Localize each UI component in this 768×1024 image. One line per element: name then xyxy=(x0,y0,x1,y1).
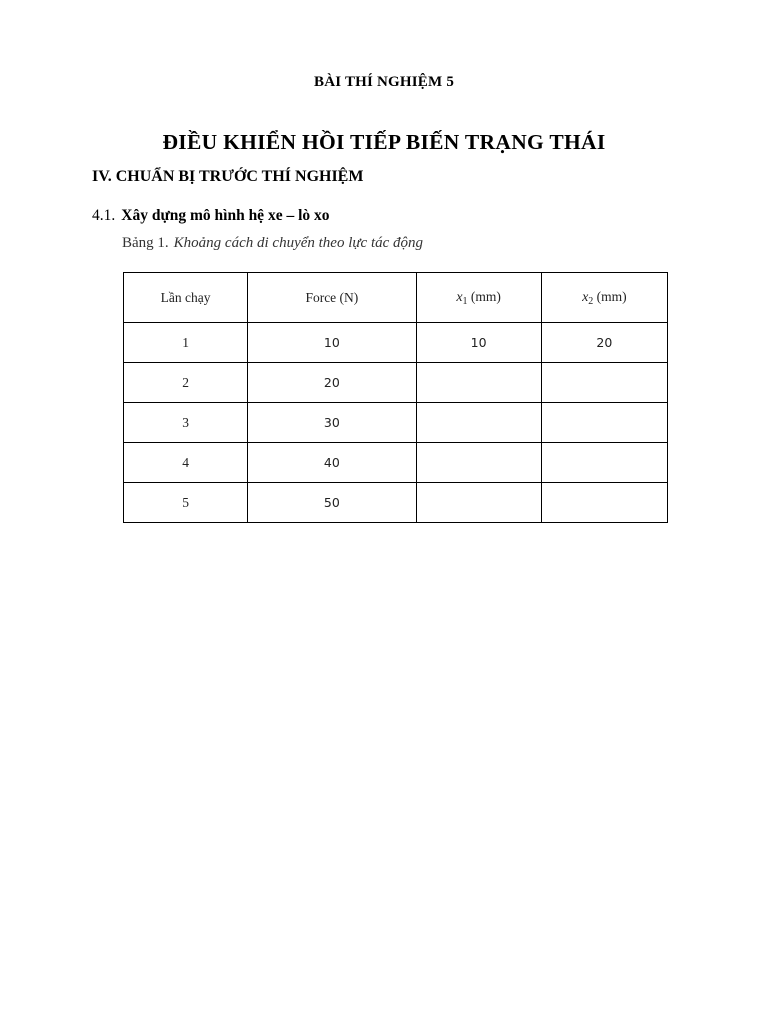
cell-x2[interactable]: 20 xyxy=(541,323,667,363)
cell-run: 3 xyxy=(124,403,248,443)
cell-x2[interactable] xyxy=(541,363,667,403)
cell-force: 30 xyxy=(248,403,416,443)
cell-force: 10 xyxy=(248,323,416,363)
header-x2-var: x xyxy=(582,290,589,305)
table-row xyxy=(124,363,668,403)
table-row xyxy=(124,323,668,363)
header-force: Force (N) xyxy=(248,273,416,323)
table-caption xyxy=(122,235,423,252)
main-title: ĐIỀU KHIỂN HỒI TIẾP BIẾN TRẠNG THÁI xyxy=(162,130,606,154)
cell-x2[interactable] xyxy=(541,443,667,483)
cell-x2[interactable] xyxy=(541,403,667,443)
cell-x1[interactable] xyxy=(416,363,541,403)
cell-run: 4 xyxy=(124,443,248,483)
cell-run: 2 xyxy=(124,363,248,403)
subsection-heading xyxy=(92,207,330,225)
cell-x1[interactable]: 10 xyxy=(416,323,541,363)
data-table xyxy=(123,272,668,523)
cell-run: 5 xyxy=(124,483,248,523)
caption-text: Khoảng cách di chuyển theo lực tác động xyxy=(173,235,424,251)
section-heading xyxy=(92,168,363,186)
subsection-title: Xây dựng mô hình hệ xe – lò xo xyxy=(121,207,330,224)
header-x2 xyxy=(541,273,667,323)
cell-force: 40 xyxy=(248,443,416,483)
section-title: CHUẨN BỊ TRƯỚC THÍ NGHIỆM xyxy=(115,168,364,185)
header-x1 xyxy=(416,273,541,323)
header-x1-sub: 1 xyxy=(462,296,468,307)
table-row xyxy=(124,443,668,483)
header-x2-sub: 2 xyxy=(588,296,594,307)
caption-label: Bảng 1. xyxy=(122,235,169,251)
header-x1-unit: (mm) xyxy=(467,289,501,304)
cell-x1[interactable] xyxy=(416,443,541,483)
cell-x2[interactable] xyxy=(541,483,667,523)
header-run: Lần chạy xyxy=(124,273,248,323)
subsection-number: 4.1. xyxy=(92,207,116,224)
cell-run: 1 xyxy=(124,323,248,363)
section-number: IV. xyxy=(92,168,112,185)
cell-x1[interactable] xyxy=(416,403,541,443)
cell-force: 50 xyxy=(248,483,416,523)
table-row xyxy=(124,403,668,443)
lab-title: BÀI THÍ NGHIỆM 5 xyxy=(313,74,455,90)
cell-x1[interactable] xyxy=(416,483,541,523)
header-x1-var: x xyxy=(456,290,463,305)
header-x2-unit: (mm) xyxy=(593,289,627,304)
table-header-row xyxy=(124,273,668,323)
table-row xyxy=(124,483,668,523)
cell-force: 20 xyxy=(248,363,416,403)
